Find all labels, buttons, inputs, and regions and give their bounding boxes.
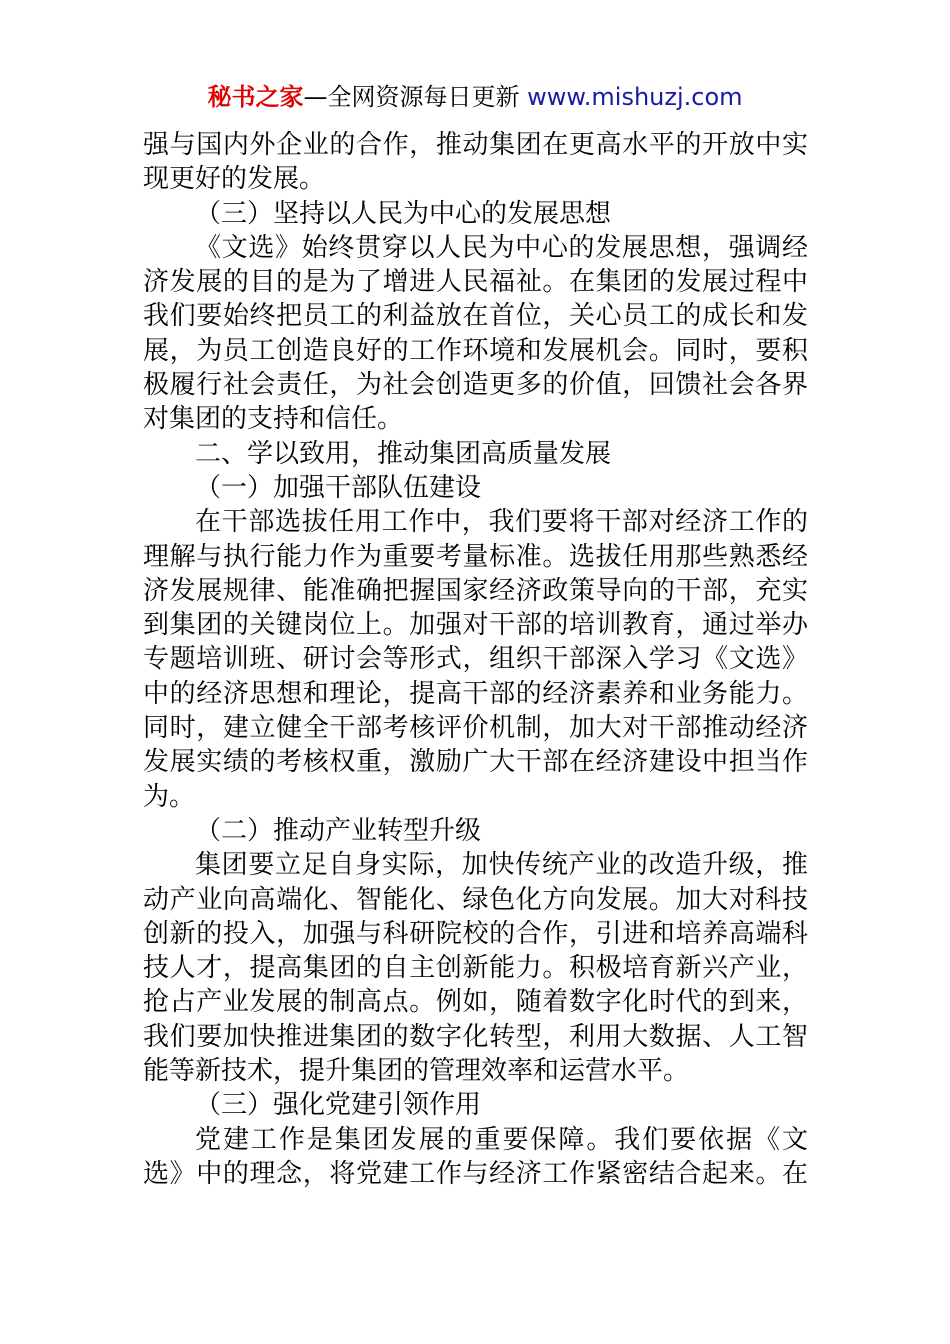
text-line: 选》中的理念，将党建工作与经济工作紧密结合起来。在 [143,1158,808,1189]
text-line: （一）加强干部队伍建设 [195,472,482,503]
site-tagline: —全网资源每日更新 [303,83,528,111]
text-line: 济发展规律、能准确把握国家经济政策导向的干部，充实 [143,575,808,606]
text-line: （三）坚持以人民为中心的发展思想 [195,198,612,229]
text-line: 到集团的关键岗位上。加强对干部的培训教育，通过举办 [143,610,808,641]
text-line: 展，为员工创造良好的工作环境和发展机会。同时，要积 [143,335,808,366]
text-line: 创新的投入，加强与科研院校的合作，引进和培养高端科 [143,918,808,949]
text-line: 强与国内外企业的合作，推动集团在更高水平的开放中实 [143,130,808,160]
text-line: 我们要加快推进集团的数字化转型，利用大数据、人工智 [143,1021,808,1052]
text-line: 《文选》始终贯穿以人民为中心的发展思想，强调经 [195,232,808,263]
text-line: 集团要立足自身实际，加快传统产业的改造升级，推 [195,850,808,881]
text-line: 技人才，提高集团的自主创新能力。积极培育新兴产业， [143,953,808,984]
text-line: 在干部选拔任用工作中，我们要将干部对经济工作的 [195,507,808,538]
page-header [0,80,950,114]
document-body [143,128,808,1191]
text-line: 极履行社会责任，为社会创造更多的价值，回馈社会各界 [143,370,808,401]
text-line: 党建工作是集团发展的重要保障。我们要依据《文 [195,1124,808,1155]
text-line: 发展实绩的考核权重，激励广大干部在经济建设中担当作 [143,747,808,778]
text-line: 现更好的发展。 [143,164,326,195]
text-line: 我们要始终把员工的利益放在首位，关心员工的成长和发 [143,301,808,332]
site-brand: 秘书之家 [207,83,304,111]
text-line: （二）推动产业转型升级 [195,815,482,846]
text-line: （三）强化党建引领作用 [195,1090,482,1121]
text-line: 能等新技术，提升集团的管理效率和运营水平。 [143,1056,690,1087]
text-line: 理解与执行能力作为重要考量标准。选拔任用那些熟悉经 [143,541,808,572]
site-url[interactable]: www.mishuzj.com [527,83,743,111]
text-line: 抢占产业发展的制高点。例如，随着数字化时代的到来， [143,987,808,1018]
text-line: 对集团的支持和信任。 [143,404,404,435]
text-line: 专题培训班、研讨会等形式，组织干部深入学习《文选》 [143,644,808,675]
text-line: 为。 [143,781,196,812]
text-line: 动产业向高端化、智能化、绿色化方向发展。加大对科技 [143,884,808,915]
text-line: 同时，建立健全干部考核评价机制，加大对干部推动经济 [143,713,808,744]
text-line: 二、学以致用，推动集团高质量发展 [195,438,612,469]
text-line: 济发展的目的是为了增进人民福祉。在集团的发展过程中 [143,267,808,298]
text-line: 中的经济思想和理论，提高干部的经济素养和业务能力。 [143,678,808,709]
